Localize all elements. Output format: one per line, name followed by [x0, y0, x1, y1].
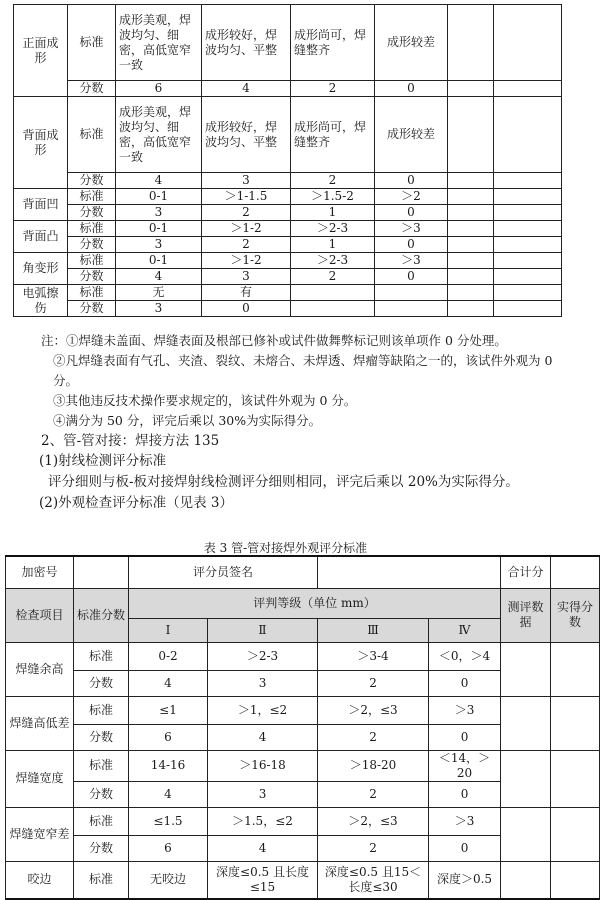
measured-cell[interactable] — [501, 642, 551, 696]
subsection-visual: (2)外观检查评分标准（见表 3） — [39, 495, 234, 511]
table-row — [14, 269, 562, 285]
std-cell: ＞1.5-2 — [291, 189, 375, 205]
std-label: 标准 — [74, 750, 129, 781]
table-row — [14, 285, 562, 301]
measured-cell[interactable] — [448, 5, 494, 81]
std-label: 标准 — [68, 97, 116, 173]
measured-cell[interactable] — [448, 97, 494, 173]
std-cell: ＞3 — [375, 221, 448, 237]
actual-cell[interactable] — [494, 81, 562, 97]
table-row — [14, 5, 562, 81]
header-grade: 评判等级（单位 mm） — [129, 588, 501, 618]
std-label: 标准 — [74, 696, 129, 724]
level-4: Ⅳ — [429, 618, 501, 642]
score-cell: 2 — [318, 724, 429, 750]
std-cell: 成形美观，焊波均匀、细密，高低宽窄一致 — [116, 5, 202, 81]
actual-cell[interactable] — [551, 807, 600, 861]
actual-cell[interactable] — [494, 221, 562, 237]
std-cell: ＞2，≤3 — [318, 807, 429, 835]
std-cell: 有 — [202, 285, 291, 301]
std-label: 标准 — [68, 221, 116, 237]
score-cell: 6 — [129, 835, 208, 861]
radiography-text: 评分细则与板-板对接焊射线检测评分细则相同，评完后乘以 20%为实际得分。 — [48, 474, 519, 490]
std-cell: ＞2，≤3 — [318, 696, 429, 724]
item-name: 咬边 — [6, 861, 74, 899]
score-cell: 3 — [208, 781, 318, 807]
table-row — [14, 189, 562, 205]
note-4: ④满分为 50 分，评完后乘以 30%为实际得分。 — [53, 413, 322, 428]
measured-cell[interactable] — [448, 189, 494, 205]
actual-cell[interactable] — [494, 5, 562, 81]
std-cell: 成形较好，焊波均匀、平整 — [202, 97, 291, 173]
score-cell: 4 — [129, 781, 208, 807]
score-cell: 4 — [208, 835, 318, 861]
std-cell: 成形较差 — [375, 5, 448, 81]
std-label: 标准 — [74, 861, 129, 899]
score-cell — [291, 301, 375, 317]
score-cell: 1 — [291, 205, 375, 221]
note-1: 注：①焊缝未盖面、焊缝表面及根部已修补或试件做舞弊标记则该单项作 0 分处理。 — [41, 333, 507, 348]
std-cell: 深度≤0.5 且15＜长度≤30 — [318, 861, 429, 899]
std-cell: ＜0，＞4 — [429, 642, 501, 670]
score-cell: 2 — [291, 173, 375, 189]
score-cell: 3 — [116, 237, 202, 253]
table-row — [6, 750, 600, 781]
score-cell: 0 — [375, 173, 448, 189]
score-label: 分数 — [68, 205, 116, 221]
score-cell: 2 — [291, 81, 375, 97]
score-cell: 4 — [129, 670, 208, 696]
item-name: 背面成形 — [14, 97, 68, 189]
actual-cell[interactable] — [494, 237, 562, 253]
std-cell: 成形较好，焊波均匀、平整 — [202, 5, 291, 81]
code-label: 加密号 — [6, 556, 74, 588]
std-cell: ＞2 — [375, 189, 448, 205]
level-3: Ⅲ — [318, 618, 429, 642]
table-row — [14, 97, 562, 173]
std-cell: ＞3 — [429, 807, 501, 835]
std-label: 标准 — [74, 807, 129, 835]
std-cell: ＞1.5，≤2 — [208, 807, 318, 835]
score-cell: 0 — [429, 835, 501, 861]
std-cell: 无咬边 — [129, 861, 208, 899]
note-2: ②凡焊缝表面有气孔、夹渣、裂纹、未熔合、未焊透、焊瘤等缺陷之一的，该试件外观为 0 分。 — [53, 353, 553, 388]
score-cell: 1 — [291, 237, 375, 253]
measured-cell[interactable] — [448, 237, 494, 253]
header-measured: 测评数据 — [501, 588, 551, 642]
std-cell: ＞1-2 — [202, 253, 291, 269]
score-cell: 0 — [429, 781, 501, 807]
score-label: 分数 — [74, 835, 129, 861]
score-cell: 0 — [375, 237, 448, 253]
score-cell: 3 — [116, 205, 202, 221]
score-cell: 4 — [116, 173, 202, 189]
score-cell: 4 — [208, 724, 318, 750]
measured-cell[interactable] — [501, 807, 551, 861]
total-label: 合计分 — [501, 556, 551, 588]
score-cell: 0 — [375, 81, 448, 97]
actual-cell[interactable] — [551, 696, 600, 750]
table-row — [6, 642, 600, 670]
std-label: 标准 — [68, 253, 116, 269]
score-cell: 0 — [202, 301, 291, 317]
score-cell: 0 — [429, 724, 501, 750]
std-cell: ＞1，≤2 — [208, 696, 318, 724]
score-cell: 6 — [116, 81, 202, 97]
table-row — [6, 807, 600, 835]
std-cell: 成形美观，焊波均匀、细密，高低宽窄一致 — [116, 97, 202, 173]
appearance-score-table-1 — [13, 4, 562, 317]
std-cell — [291, 285, 375, 301]
table-row — [6, 861, 600, 899]
score-label: 分数 — [68, 269, 116, 285]
std-cell: 成形尚可，焊缝整齐 — [291, 97, 375, 173]
level-1: Ⅰ — [129, 618, 208, 642]
note-3: ③其他违反技术操作要求规定的，该试件外观为 0 分。 — [53, 393, 357, 408]
measured-cell[interactable] — [448, 301, 494, 317]
reviewer-label: 评分员签名 — [129, 556, 318, 588]
measured-cell[interactable] — [448, 269, 494, 285]
item-name: 焊缝宽窄差 — [6, 807, 74, 861]
score-label: 分数 — [68, 173, 116, 189]
actual-cell[interactable] — [551, 750, 600, 807]
score-cell: 2 — [318, 835, 429, 861]
section-heading-pipe: 2、管-管对接：焊接方法 135 — [41, 433, 220, 449]
std-cell: ＞2-3 — [208, 642, 318, 670]
score-cell: 2 — [318, 781, 429, 807]
std-cell: 成形尚可，焊缝整齐 — [291, 5, 375, 81]
score-label: 分数 — [68, 237, 116, 253]
item-name: 背面凹 — [14, 189, 68, 221]
score-cell: 0 — [429, 670, 501, 696]
actual-cell[interactable] — [551, 642, 600, 696]
score-cell: 4 — [202, 81, 291, 97]
measured-cell[interactable] — [448, 205, 494, 221]
header-item: 检查项目 — [6, 588, 74, 642]
score-cell: 3 — [202, 173, 291, 189]
table-row — [14, 301, 562, 317]
score-cell: 3 — [116, 301, 202, 317]
score-cell: 0 — [375, 205, 448, 221]
score-label: 分数 — [74, 724, 129, 750]
std-cell: 深度≤0.5 且长度≤15 — [208, 861, 318, 899]
std-cell: ＜14，＞20 — [429, 750, 501, 781]
item-name: 焊缝余高 — [6, 642, 74, 696]
std-cell: 深度＞0.5 — [429, 861, 501, 899]
score-cell: 0 — [375, 269, 448, 285]
std-label: 标准 — [68, 189, 116, 205]
std-cell: ＞1-2 — [202, 221, 291, 237]
std-cell: ＞3 — [429, 696, 501, 724]
score-label: 分数 — [74, 670, 129, 696]
std-cell: 无 — [116, 285, 202, 301]
table-row — [14, 253, 562, 269]
actual-cell[interactable] — [494, 253, 562, 269]
item-name: 角变形 — [14, 253, 68, 285]
table-row — [14, 173, 562, 189]
std-label: 标准 — [68, 285, 116, 301]
table-row — [14, 205, 562, 221]
level-2: Ⅱ — [208, 618, 318, 642]
notes-section — [13, 331, 561, 513]
std-cell: ＞16-18 — [208, 750, 318, 781]
item-name: 电弧擦伤 — [14, 285, 68, 317]
std-cell: ＞18-20 — [318, 750, 429, 781]
total-value[interactable] — [551, 556, 600, 588]
code-value[interactable] — [74, 556, 129, 588]
std-cell: ＞1-1.5 — [202, 189, 291, 205]
item-name: 焊缝高低差 — [6, 696, 74, 750]
table-row — [14, 221, 562, 237]
std-cell: ≤1 — [129, 696, 208, 724]
score-label: 分数 — [68, 81, 116, 97]
std-cell: ＞2-3 — [291, 253, 375, 269]
actual-cell[interactable] — [494, 269, 562, 285]
actual-cell[interactable] — [494, 285, 562, 301]
table-row — [6, 696, 600, 724]
subsection-radiography: (1)射线检测评分标准 — [39, 453, 167, 469]
std-label: 标准 — [68, 5, 116, 81]
score-cell: 2 — [202, 237, 291, 253]
measured-cell[interactable] — [448, 285, 494, 301]
measured-cell[interactable] — [501, 861, 551, 899]
table-row — [14, 237, 562, 253]
pipe-appearance-score-table — [5, 555, 600, 900]
score-cell: 3 — [208, 670, 318, 696]
actual-cell[interactable] — [494, 205, 562, 221]
score-label: 分数 — [68, 301, 116, 317]
score-cell — [375, 301, 448, 317]
std-cell: 0-1 — [116, 189, 202, 205]
score-cell: 6 — [129, 724, 208, 750]
table-3-caption: 表 3 管-管对接焊外观评分标准 — [203, 541, 368, 555]
header-std-score: 标准分数 — [74, 588, 129, 642]
std-cell: 0-1 — [116, 221, 202, 237]
measured-cell[interactable] — [448, 253, 494, 269]
std-cell: ＞3 — [375, 253, 448, 269]
actual-cell[interactable] — [494, 173, 562, 189]
measured-cell[interactable] — [448, 81, 494, 97]
std-cell: 0-1 — [116, 253, 202, 269]
score-cell: 2 — [318, 670, 429, 696]
actual-cell[interactable] — [551, 861, 600, 899]
score-label: 分数 — [74, 781, 129, 807]
std-cell — [375, 285, 448, 301]
std-cell: 14-16 — [129, 750, 208, 781]
measured-cell[interactable] — [448, 173, 494, 189]
table-row — [14, 81, 562, 97]
measured-cell[interactable] — [501, 696, 551, 750]
std-cell: 0-2 — [129, 642, 208, 670]
score-cell: 3 — [202, 269, 291, 285]
item-name: 背面凸 — [14, 221, 68, 253]
header-actual: 实得分数 — [551, 588, 600, 642]
std-cell: 成形较差 — [375, 97, 448, 173]
actual-cell[interactable] — [494, 97, 562, 173]
std-cell: ＞3-4 — [318, 642, 429, 670]
item-name: 焊缝宽度 — [6, 750, 74, 807]
actual-cell[interactable] — [494, 189, 562, 205]
score-cell: 4 — [116, 269, 202, 285]
std-cell: ＞2-3 — [291, 221, 375, 237]
measured-cell[interactable] — [448, 221, 494, 237]
std-cell: ≤1.5 — [129, 807, 208, 835]
item-name: 正面成形 — [14, 5, 68, 97]
reviewer-signature[interactable] — [318, 556, 501, 588]
std-label: 标准 — [74, 642, 129, 670]
score-cell: 2 — [291, 269, 375, 285]
score-cell: 2 — [202, 205, 291, 221]
actual-cell[interactable] — [494, 301, 562, 317]
measured-cell[interactable] — [501, 750, 551, 807]
